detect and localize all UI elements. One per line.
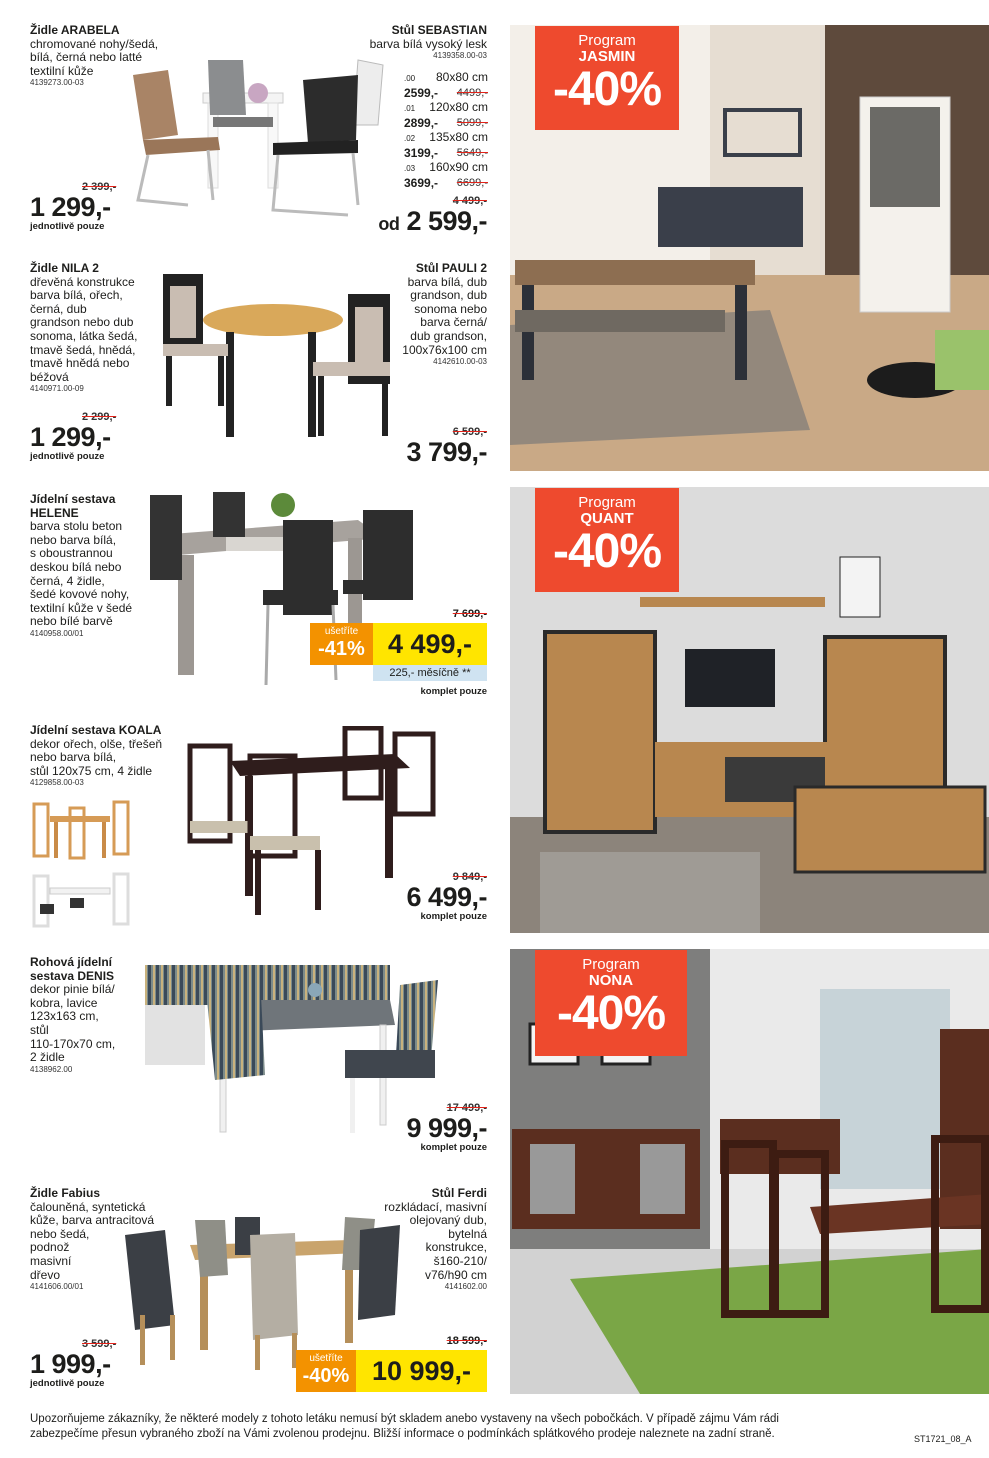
product-desc-line: 100x76x100 cm [402,342,487,357]
price-note: komplet pouze [420,1142,487,1153]
current-price: 1 299,- [30,192,111,222]
program-name: JASMIN [578,48,636,65]
product-desc-line: barva bílá, dub [407,274,487,289]
product-desc-line: grandson, dub [410,288,487,303]
price-box [373,623,487,665]
current-price: 9 999,- [406,1113,487,1143]
product-sebastian [317,24,487,61]
variant-price-row: 3699,- 6699,- [404,176,488,190]
product-denis [30,956,140,1075]
current-price: 1 999,- [30,1349,111,1379]
footer-disclaimer [30,1412,910,1442]
product-desc-line: černá, 4 židle, [30,573,105,588]
product-desc-line: nebo barva bílá, [30,532,117,547]
product-title: Židle NILA 2 [30,261,99,275]
price-box [356,1350,487,1392]
product-code: 4140971.00-09 [30,384,84,394]
savings-value: -41% [318,638,365,660]
product-desc-line: masivní [30,1253,72,1268]
product-desc-line: bytelná [448,1226,487,1241]
product-desc-line: 2 židle [30,1050,65,1065]
product-desc-line: barva stolu beton [30,519,123,534]
old-price: 17 499,- [446,1102,487,1114]
current-price: 6 499,- [406,882,487,912]
price-note: jednotlivě pouze [30,1378,105,1389]
product-desc-line: rozkládací, masivní [384,1199,487,1214]
product-desc-line: dřevo [30,1267,61,1282]
old-price: 2 299,- [82,411,117,423]
product-title: Jídelní sestava [30,492,116,506]
product-desc-line: bílá, černá nebo latté [30,50,143,65]
current-price: 3 799,- [406,437,487,467]
price-fabius [30,1338,150,1389]
product-desc-line: tmavě hnědá nebo [30,356,130,371]
product-ferdi [367,1187,487,1292]
price-nila [30,411,150,462]
product-desc-line: konstrukce, [425,1240,487,1255]
ferdi-old-price: 18 599,- [446,1335,487,1347]
product-code: 4140958.00/01 [30,628,84,638]
product-desc-line: tmavě šedá, hnědá, [30,342,136,357]
product-desc-line: stůl 120x75 cm, 4 židle [30,763,153,778]
product-desc-line: barva bílá vysoký lesk [369,36,487,51]
koala-white-thumb [30,870,132,930]
old-price: 4 499,- [452,195,487,207]
variant-row: .00 80x80 cm [404,70,488,84]
program-discount: -40% [552,63,662,116]
product-desc-line: sonoma nebo [414,301,487,316]
program-discount: -40% [552,525,662,578]
savings-label: ušetříte [309,1353,343,1364]
product-desc-line: dekor pinie bílá/ [30,982,115,997]
product-desc-line: 110-170x70 cm, [30,1036,116,1051]
product-desc-line: šedé kovové nohy, [30,587,130,602]
price-denis [367,1102,487,1153]
product-desc-line: š160-210/ [433,1253,487,1268]
program-label: Program [582,956,640,973]
program-badge-jasmin [535,26,679,130]
price-note: jednotlivě pouze [30,221,105,232]
product-title: Stůl Ferdi [431,1186,487,1200]
program-name: QUANT [580,510,634,527]
old-price: 2 399,- [82,181,117,193]
product-koala [30,724,200,788]
product-title: Židle Fabius [30,1186,101,1200]
product-pauli [367,262,487,367]
product-desc-line: textilní kůže v šedé [30,600,133,615]
product-desc-line: dekor ořech, olše, třešeň [30,736,163,751]
product-desc-line: dřevěná konstrukce [30,274,135,289]
savings-badge [310,623,373,665]
product-desc-line: podnož [30,1240,70,1255]
product-desc-line: nebo bílé barvě [30,614,113,629]
variant-row: .02 135x80 cm [404,130,488,144]
program-label: Program [578,494,636,511]
product-desc-line: v76/h90 cm [424,1267,487,1282]
current-price: 4 499,- [387,629,473,659]
old-price: 3 599,- [82,1338,117,1350]
product-desc-line: dub grandson, [410,328,487,343]
product-desc-line: s oboustrannou [30,546,113,561]
product-title: Jídelní sestava KOALA [30,723,162,737]
program-name: NONA [588,972,634,989]
product-code: 4138962.00 [30,1064,73,1074]
program-discount: -40% [556,987,666,1040]
product-code: 4141606.00/01 [30,1282,84,1292]
variant-price-row: 2599,- 4499,- [404,86,488,100]
savings-badge [296,1350,356,1392]
product-desc-line: černá, dub [30,301,87,316]
product-code: 4129858.00-03 [30,778,84,788]
program-label: Program [578,32,636,49]
price-sebastian [327,195,487,238]
product-code: 4139358.00-03 [433,51,487,61]
product-desc-line: nebo barva bílá, [30,750,117,765]
variant-price-row: 2899,- 5099,- [404,116,488,130]
product-title: sestava DENIS [30,968,115,983]
product-desc-line: béžová [30,369,69,384]
product-desc-line: grandson nebo dub [30,315,134,330]
product-desc-line: nebo šedá, [30,1226,90,1241]
price-pauli [367,426,487,466]
product-desc-line: kůže, barva antracitová [30,1213,155,1228]
product-desc-line: čalouněná, syntetická [30,1199,146,1214]
product-desc-line: textilní kůže [30,63,94,78]
product-title: Stůl SEBASTIAN [391,23,487,37]
current-price: 10 999,- [371,1356,472,1386]
price-note: komplet pouze [420,686,487,697]
variant-price-row: 3199,- 5649,- [404,146,488,160]
product-desc-line: stůl [30,1022,49,1037]
product-nila [30,262,160,394]
program-badge-quant [535,488,679,592]
product-desc-line: kobra, lavice [30,995,98,1010]
variant-list [404,70,488,190]
product-desc-line: deskou bílá nebo [30,559,122,574]
product-desc-line: barva bílá, ořech, [30,288,123,303]
nila-chairs-image [158,272,398,442]
footer-code: ST1721_08_A [914,1434,972,1444]
product-desc-line: barva černá/ [420,315,487,330]
product-desc-line: sonoma, látka šedá, [30,328,138,343]
product-title: Židle ARABELA [30,23,120,37]
product-code: 4139273.00-03 [30,78,84,88]
savings-label: ušetříte [324,626,359,637]
old-price: 6 599,- [452,426,487,438]
current-price: 1 299,- [30,422,111,452]
price-note: jednotlivě pouze [30,451,105,462]
current-price: od 2 599,- [378,206,487,236]
variant-row: .01 120x80 cm [404,100,488,114]
footer-line: Upozorňujeme zákazníky, že některé modely z tohoto letáku nemusí být skladem anebo vystaveny na všech pobočkách. V případě zájmu Vám rádi [30,1413,779,1425]
product-desc-line: chromované nohy/šedá, [30,36,159,51]
monthly-payment-text: 225,- měsíčně ** [389,667,471,679]
product-helene [30,493,155,639]
product-code: 4141602.00 [444,1282,487,1292]
product-code: 4142610.00-03 [433,357,487,367]
monthly-payment [373,665,487,681]
product-desc-line: 123x163 cm, [30,1009,99,1024]
price-note: komplet pouze [420,911,487,922]
footer-line: zabezpečíme přesun vybraného zboží na Vámi zvolenou prodejnu. Bližší informace o podmínkách splátkového prodeje naleznete na zadní straně. [30,1428,775,1440]
price-arabela [30,181,150,232]
old-price: 9 849,- [452,871,487,883]
savings-value: -40% [302,1365,350,1387]
product-desc-line: olejovaný dub, [409,1213,487,1228]
product-title: Rohová jídelní [30,955,113,969]
variant-row: .03 160x90 cm [404,160,488,174]
helene-old-price: 7 699,- [452,608,487,620]
product-title: Stůl PAULI 2 [415,261,487,275]
price-koala [367,871,487,922]
program-badge-nona [535,950,687,1056]
product-title: HELENE [30,505,79,520]
koala-walnut-thumb [30,798,132,860]
